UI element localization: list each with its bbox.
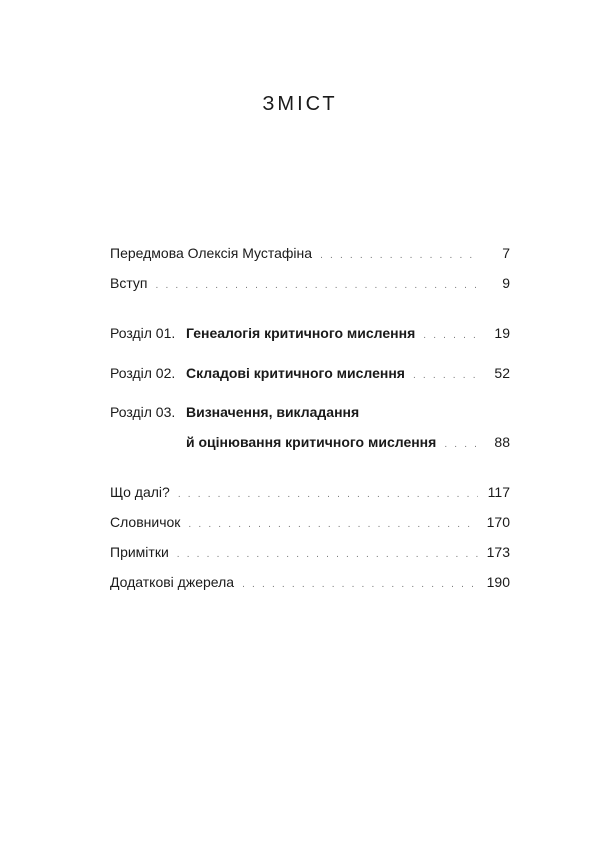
chapter-prefix: Розділ 01. [110, 325, 176, 341]
toc-entry-label: Додаткові джерела [110, 574, 235, 590]
toc-entry-chapter-01[interactable] [110, 325, 510, 345]
chapter-title-line-2: й оцінювання критичного мислення [186, 434, 437, 450]
toc-page-number: 173 [486, 544, 510, 560]
chapter-title-line-1: Визначення, викладання [186, 404, 360, 420]
chapter-title: Генеалогія критичного мислення [186, 325, 416, 341]
toc-entry-chapter-03[interactable] [110, 404, 510, 424]
toc-entry-introduction[interactable] [110, 275, 510, 295]
toc-entry-glossary[interactable] [110, 514, 510, 534]
toc-page-number: 52 [494, 365, 510, 381]
toc-page-number: 7 [502, 245, 510, 261]
toc-entry-notes[interactable] [110, 544, 510, 564]
toc-page-number: 9 [502, 275, 510, 291]
toc-entry-label: Вступ [110, 275, 148, 291]
dot-leader [177, 549, 478, 560]
chapter-title: Складові критичного мислення [186, 365, 405, 381]
chapter-prefix: Розділ 02. [110, 365, 176, 381]
toc-entry-chapter-02[interactable] [110, 365, 510, 385]
page-title: ЗМІСТ [262, 93, 338, 115]
toc-entry-additional-sources[interactable] [110, 574, 510, 594]
toc-entry-whats-next[interactable] [110, 484, 510, 504]
toc-entry-foreword[interactable] [110, 245, 510, 265]
dot-leader [444, 439, 478, 450]
chapter-prefix: Розділ 03. [110, 404, 176, 420]
dot-leader [188, 519, 478, 530]
toc-page-number: 88 [494, 434, 510, 450]
dot-leader [423, 330, 478, 341]
dot-leader [242, 579, 478, 590]
toc-entry-label: Словничок [110, 514, 181, 530]
toc-entry-label: Передмова Олексія Мустафіна [110, 245, 313, 261]
dot-leader [156, 280, 479, 291]
toc-entry-label: Що далі? [110, 484, 170, 500]
dot-leader [178, 489, 478, 500]
toc-entry-label: Примітки [110, 544, 169, 560]
toc-page-number: 117 [487, 484, 510, 500]
dot-leader [413, 370, 478, 381]
dot-leader [320, 250, 478, 261]
toc-page-number: 190 [486, 574, 510, 590]
toc-entry-chapter-03-continued[interactable] [110, 434, 510, 454]
toc-page-number: 19 [494, 325, 510, 341]
toc-page-number: 170 [486, 514, 510, 530]
